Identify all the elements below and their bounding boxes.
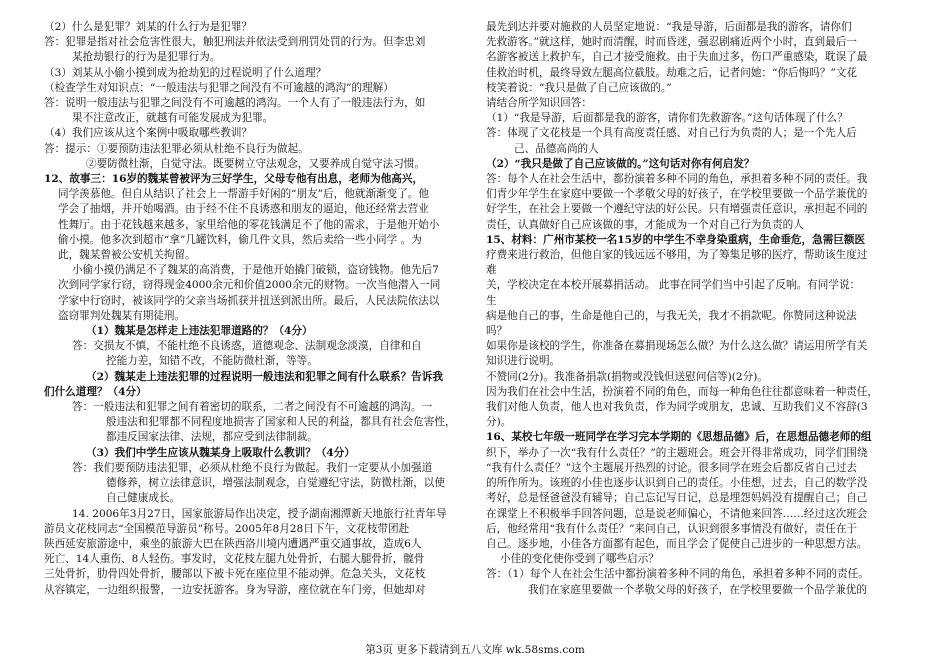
sub-question: （3）我们中学生应该从魏某身上吸取什么教训？（4分） bbox=[86, 446, 355, 459]
text-line: 后，他经常用“我有什么责任？”来问自己，认识到很多事情没有做好，责任在于 bbox=[486, 522, 858, 535]
text-line: 三处骨折，肋骨四处骨折，腰部以下被卡死在座位里不能动弹。危急关头，文花枝 bbox=[44, 568, 426, 581]
text-line: 先救游客。”就这样，她时而清醒，时而昏迷，强忍剧痛近两个小时，直到最后一 bbox=[486, 36, 857, 49]
text-line: 小偷小摸仍满足不了魏某的高消费，于是他开始撬门破锁，盗窃钱物。他先后7 bbox=[72, 264, 439, 277]
question-12: 12、故事三：16岁的魏某曾被评为三好学生，父母专他有出息，老师为他高兴， bbox=[44, 173, 424, 186]
text-line: 难 bbox=[486, 264, 497, 277]
text-line: 考好，总是怪爸爸没有辅导；自己忘记写日记，总是埋怨妈妈没有提醒自己；自己 bbox=[486, 492, 868, 505]
text-line: 佳救治时机，最终导致左腿高位截肢。劫难之后，记者问她：“你后悔吗？”文花 bbox=[486, 66, 858, 79]
answer-line: 己、品德高尚的人 bbox=[514, 142, 599, 155]
answer-line: 答：体现了文花枝是一个具有高度责任感、对自己行为负责的人；是一个先人后 bbox=[486, 127, 857, 140]
text-line: ②要防微杜渐，自觉守法。既要树立守法观念，又要养成自觉守法习惯。 bbox=[86, 157, 425, 170]
page-footer: 第3页 更多下载请到五八文库 wk.58sms.com bbox=[365, 644, 585, 656]
text-line: 织下，举办了一次“我有什么责任？”的主题班会。班会开得非常成功，同学们围绕 bbox=[486, 446, 868, 459]
answer-line: 答：每个人在社会生活中，都扮演着多种不同的角色，承担着多种不同的责任。我 bbox=[486, 173, 868, 186]
text-line: 病是他自己的事，生命是他自己的，与我无关，我才不捐款呢。你赞同这种说法 bbox=[486, 309, 857, 322]
text-line: 请结合所学知识回答： bbox=[486, 97, 592, 110]
answer-line: 我们在家庭里要做一个孝敬父母的好孩子，在学校里要做一个品学兼优的 bbox=[528, 583, 867, 596]
answer-line: 因为我们在社会中生活，扮演着不同的角色，而每一种角色往往都意味着一种责任， bbox=[486, 385, 878, 398]
text-line: 学会了抽烟，并开始喝酒。由于经不住不良诱惑和朋友的逼迫，他还经常去营业 bbox=[58, 203, 429, 216]
text-line: 知识进行说明。 bbox=[486, 355, 561, 368]
text-line: 答：犯罪是指对社会危害性很大，触犯刑法并依法受到刑罚处罚的行为。但李忠刘 bbox=[44, 36, 426, 49]
answer-line: 我们对他人负责，他人也对我负责，作为同学或朋友，忠诚、互助我们义不容辞(3 bbox=[486, 401, 868, 414]
answer-line: 答：一般违法和犯罪之间有着密切的联系，二者之间没有不可逾越的鸿沟。一 bbox=[72, 401, 433, 414]
sub-question: （1）魏某是怎样走上违法犯罪道路的？（4分） bbox=[86, 325, 313, 338]
text-line: 在课堂上不积极举手回答问题，总是说老师偏心，不请他来回答……经过这次班会 bbox=[486, 507, 868, 520]
text-line: （2）什么是犯罪？刘某的什么行为是犯罪？ bbox=[44, 21, 253, 33]
question-16: 16、某校七年级一班同学在学习完本学期的《思想品德》后，在思想品德老师的组 bbox=[486, 431, 872, 444]
text-line: 吗？ bbox=[486, 325, 508, 338]
text-line: 游员文花枝同志“全国模范导游员”称号。2005年8月28日下午，文花枝带团赴 bbox=[44, 522, 410, 535]
answer-line: 般违法和犯罪都不同程度地损害了国家和人民的利益，都具有社会危害性， bbox=[106, 416, 456, 429]
text-line: 如果你是该校的学生，你准备在募捐现场怎么做？为什么这么做？请运用所学有关 bbox=[486, 340, 868, 353]
answer-line: 分)。 bbox=[486, 416, 512, 429]
answer-line: 们青少年学生在家庭中要做一个孝敬父母的好孩子，在学校里要做一个品学兼优的 bbox=[486, 188, 868, 201]
text-line: 学家中行窃时，被该同学的父亲当场抓获并扭送到派出所。最后，人民法院依法以 bbox=[58, 294, 440, 307]
text-line: 某抢劫银行的行为是犯罪行为。 bbox=[72, 51, 221, 64]
text-line: 关，学校决定在本校开展募捐活动。 此事在同学们当中引起了反响。有同学说： bbox=[486, 279, 861, 292]
answer-line: 控能力差，知错不改，不能防微杜渐，等等。 bbox=[106, 355, 318, 368]
text-line: 从容镇定，一边组织报警，一边安抚游客。身为导游，座位就在车门旁，但她却对 bbox=[44, 583, 426, 596]
text-line: 陕西延安旅游途中，乘坐的旅游大巴在陕西洛川境内遭遇严重交通事故，造成6人 bbox=[44, 537, 422, 550]
text-line: （4）我们应该从这个案例中吸取哪些教训？ bbox=[44, 127, 253, 140]
text-line: 答：说明一般违法与犯罪之间没有不可逾越的鸿沟。一个人有了一般违法行为，如 bbox=[44, 97, 426, 110]
answer-line: 德修养，树立法律意识，增强法制观念，自觉遵纪守法，防微杜渐，以使 bbox=[106, 477, 445, 490]
text-line: 疗费来进行救治，但他自家的钱远远不够用，为了筹集足够的医疗，帮助该生度过 bbox=[486, 249, 868, 262]
answer-line: 都违反国家法律、法规，都应受到法律制裁。 bbox=[106, 431, 318, 444]
text-line: 果不注意改正，就越有可能发展成为犯罪。 bbox=[72, 112, 274, 125]
text-line: 答：提示：①要预防违法犯罪必须从杜绝不良行为做起。 bbox=[44, 142, 309, 155]
text-line: 同学羡慕他。但自从结识了社会上一帮游手好闲的“朋友”后，他就渐渐变了。他 bbox=[58, 188, 430, 201]
question-14: 14. 2006年3月27日，国家旅游局作出决定，授予湖南湘潭新天地旅行社青年导 bbox=[72, 507, 447, 520]
answer-line: 自己健康成长。 bbox=[106, 492, 181, 505]
text-line: 盗窃罪判处魏某有期徒刑。 bbox=[58, 309, 186, 322]
text-line: 枝笑着说：“我只是做了自己应该做的。” bbox=[486, 81, 672, 94]
text-line: 最先到达并要对施救的人员坚定地说：“我是导游，后面都是我的游客，请你们 bbox=[486, 21, 852, 33]
answer-line: 好学生，在社会上要做一个遵纪守法的好公民。只有增强责任意识，承担起不同的 bbox=[486, 203, 868, 216]
text-line: （检查学生对知识点：“一般违法与犯罪之间没有不可逾越的鸿沟”的理解） bbox=[44, 81, 394, 94]
right-column bbox=[486, 20, 910, 598]
text-line: 次到同学家行窃，窃得现金4000余元和价值2000余元的财物。一次当他潜入一同 bbox=[58, 279, 441, 292]
text-line: 名游客被送上救护车，自己才接受施救。由于失血过多，伤口严重感染，耽误了最 bbox=[486, 51, 868, 64]
sub-question: （2）魏某走上违法犯罪的过程说明一般违法和犯罪之间有什么联系？告诉我 bbox=[86, 370, 443, 383]
answer-line: 答：交损友不慎，不能杜绝不良诱惑，道德观念、法制观念淡漠，自律和自 bbox=[72, 340, 422, 353]
answer-line: 不赞同(2分)。我准备捐款(捐物或没钱但送慰问信等)(2分)。 bbox=[486, 370, 768, 383]
text-line: 性舞厅。由于花钱越来越多，家里给他的零花钱满足不了他的需求，于是他开始小 bbox=[58, 218, 440, 231]
left-column bbox=[44, 20, 469, 598]
text-line: （3）刘某从小偷小摸到成为抢劫犯的过程说明了什么道理？ bbox=[44, 66, 327, 79]
text-line: 偷小摸。他多次到超市“拿”几罐饮料，偷几件文具，然后卖给一些小同学 。为 bbox=[58, 233, 422, 246]
text-line: “我有什么责任？”这个主题展开热烈的讨论。很多同学在班会后都反省自己过去 bbox=[486, 461, 858, 474]
text-line: 此，魏某曾被公安机关拘留。 bbox=[58, 249, 196, 262]
text-line: 自己。逐步地，小佳各方面都有起色，而且学会了促使自己进步的一种思想方法。 bbox=[486, 537, 868, 550]
text-line: 死亡、14人重伤、8人轻伤。事发时，文花枝左腿九处骨折，右腿大腿骨折，髋骨 bbox=[44, 553, 425, 566]
sub-question: （2）“我只是做了自己应该做的。”这句话对你有何启发？ bbox=[486, 157, 755, 170]
text-line: 的所作所为。该班的小佳也逐步认识到自己的责任。小佳想，过去，自己的数学没 bbox=[486, 477, 868, 490]
answer-line: 答：我们要预防违法犯罪，必须从杜绝不良行为做起。我们一定要从小加强道 bbox=[72, 461, 433, 474]
answer-line: 责任，认真做好自己应该做的事，才能成为一个对自己行为负责的人 bbox=[486, 218, 804, 231]
answer-line: 答：（1）每个人在社会生活中都扮演着多种不同的角色，承担着多种不同的责任。 bbox=[486, 568, 869, 581]
sub-question: 们什么道理？（4分） bbox=[44, 385, 147, 398]
question-15: 15、材料：广州市某校一名15岁的中学生不幸身染重病，生命垂危，急需巨额医 bbox=[486, 233, 866, 246]
text-line: 生 bbox=[486, 294, 497, 307]
sub-question: （1）“我是导游，后面都是我的游客，请你们先救游客。”这句话体现了什么？ bbox=[486, 112, 848, 125]
text-line: 小佳的变化使你受到了哪些启示？ bbox=[500, 553, 659, 566]
